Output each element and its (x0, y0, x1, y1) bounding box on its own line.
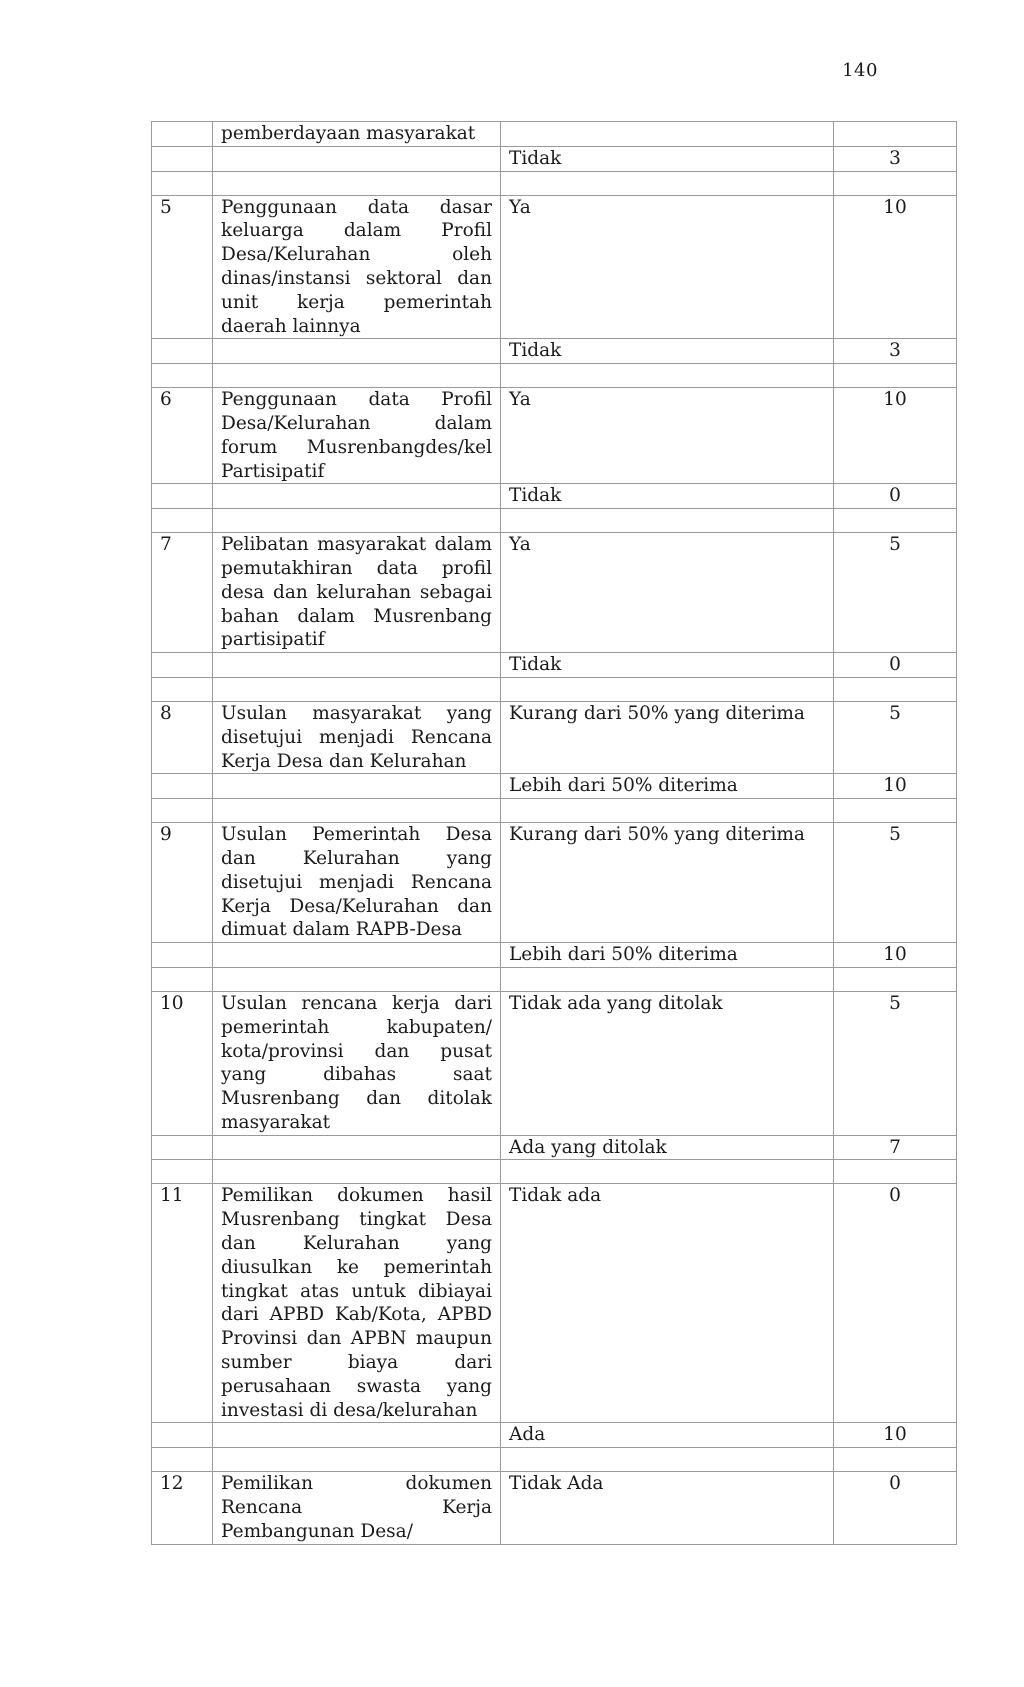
empty-cell (152, 799, 213, 823)
number-cell: 8 (152, 701, 213, 773)
score-cell: 5 (834, 533, 957, 653)
criterion-cell: Tidak ada (501, 1184, 834, 1423)
empty-cell (213, 774, 501, 799)
empty-cell (834, 1448, 957, 1472)
empty-cell (213, 339, 501, 364)
empty-cell (213, 1423, 501, 1448)
empty-cell (213, 1160, 501, 1184)
empty-cell (213, 364, 501, 388)
spacer-row (152, 967, 957, 991)
spacer-row (152, 171, 957, 195)
item-row (152, 388, 957, 484)
score-cell: 5 (834, 823, 957, 943)
indicator-cell: Usulan Pemerintah Desa dan Kelurahan yang disetujui menjadi Rencana Kerja Desa/Kelurahan dan dimuat dalam RAPB-Desa (213, 823, 501, 943)
score-cell: 10 (834, 774, 957, 799)
criterion-cell: Ya (501, 533, 834, 653)
number-cell: 9 (152, 823, 213, 943)
number-cell: 7 (152, 533, 213, 653)
empty-cell (501, 171, 834, 195)
indicator-cell: Penggunaan data dasar keluarga dalam Profil Desa/Kelurahan oleh dinas/instansi sektoral dan unit kerja pemerintah daerah lainnya (213, 195, 501, 339)
score-cell: 7 (834, 1135, 957, 1160)
option-row (152, 943, 957, 968)
empty-cell (213, 677, 501, 701)
item-row (152, 195, 957, 339)
empty-cell (152, 967, 213, 991)
empty-cell (152, 653, 213, 678)
score-cell: 0 (834, 1184, 957, 1423)
empty-cell (152, 509, 213, 533)
empty-cell (501, 122, 834, 147)
empty-cell (152, 774, 213, 799)
empty-cell (152, 171, 213, 195)
indicator-cell: Usulan masyarakat yang disetujui menjadi Rencana Kerja Desa dan Kelurahan (213, 701, 501, 773)
number-cell: 11 (152, 1184, 213, 1423)
criterion-cell: Lebih dari 50% diterima (501, 943, 834, 968)
empty-cell (152, 1160, 213, 1184)
table-body (152, 122, 957, 1545)
spacer-row (152, 799, 957, 823)
empty-cell (834, 509, 957, 533)
empty-cell (501, 677, 834, 701)
indicator-cell: Penggunaan data Profil Desa/Kelurahan dalam forum Musrenbangdes/kel Partisipatif (213, 388, 501, 484)
empty-cell (834, 967, 957, 991)
option-row (152, 1135, 957, 1160)
empty-cell (152, 122, 213, 147)
spacer-row (152, 509, 957, 533)
score-cell: 10 (834, 943, 957, 968)
spacer-row (152, 1160, 957, 1184)
option-row (152, 774, 957, 799)
criterion-cell: Ya (501, 195, 834, 339)
spacer-row (152, 364, 957, 388)
empty-cell (834, 799, 957, 823)
empty-cell (213, 1135, 501, 1160)
continuation-row (152, 122, 957, 147)
number-cell: 10 (152, 991, 213, 1135)
score-cell: 3 (834, 339, 957, 364)
item-row (152, 823, 957, 943)
empty-cell (152, 1135, 213, 1160)
score-cell: 10 (834, 388, 957, 484)
empty-cell (152, 943, 213, 968)
empty-cell (213, 1448, 501, 1472)
indicator-cell: Pelibatan masyarakat dalam pemutakhiran data profil desa dan kelurahan sebagai bahan dalam Musrenbang partisipatif (213, 533, 501, 653)
option-row (152, 1423, 957, 1448)
empty-cell (501, 967, 834, 991)
empty-cell (213, 653, 501, 678)
empty-cell (834, 677, 957, 701)
criterion-cell: Ada (501, 1423, 834, 1448)
empty-cell (152, 339, 213, 364)
page-number: 140 (842, 60, 878, 81)
empty-cell (501, 1448, 834, 1472)
indicator-cell: Pemilikan dokumen hasil Musrenbang tingkat Desa dan Kelurahan yang diusulkan ke pemerintah tingkat atas untuk dibiayai dari APBD Kab/Kota, APBD Provinsi dan APBN maupun sumber biaya dari perusahaan swasta yang investasi di desa/kelurahan (213, 1184, 501, 1423)
empty-cell (213, 146, 501, 171)
scoring-table (151, 121, 957, 1545)
empty-cell (152, 146, 213, 171)
score-cell: 0 (834, 653, 957, 678)
number-cell: 6 (152, 388, 213, 484)
empty-cell (501, 799, 834, 823)
empty-cell (834, 364, 957, 388)
empty-cell (834, 1160, 957, 1184)
score-cell: 5 (834, 991, 957, 1135)
criterion-cell: Tidak (501, 653, 834, 678)
score-cell: 10 (834, 1423, 957, 1448)
empty-cell (501, 364, 834, 388)
indicator-cell: Pemilikan dokumen Rencana Kerja Pembangunan Desa/ (213, 1472, 501, 1544)
item-row (152, 533, 957, 653)
empty-cell (501, 509, 834, 533)
criterion-cell: Tidak Ada (501, 1472, 834, 1544)
spacer-row (152, 1448, 957, 1472)
criterion-cell: Tidak ada yang ditolak (501, 991, 834, 1135)
number-cell: 12 (152, 1472, 213, 1544)
criterion-cell: Tidak (501, 484, 834, 509)
number-cell: 5 (152, 195, 213, 339)
empty-cell (213, 509, 501, 533)
empty-cell (152, 364, 213, 388)
score-cell: 0 (834, 484, 957, 509)
empty-cell (152, 1423, 213, 1448)
empty-cell (213, 171, 501, 195)
criterion-cell: Tidak (501, 339, 834, 364)
item-row (152, 1184, 957, 1423)
criterion-cell: Kurang dari 50% yang diterima (501, 701, 834, 773)
empty-cell (152, 677, 213, 701)
criterion-cell: Ada yang ditolak (501, 1135, 834, 1160)
option-row (152, 484, 957, 509)
empty-cell (213, 943, 501, 968)
empty-cell (501, 1160, 834, 1184)
score-cell: 3 (834, 146, 957, 171)
option-row (152, 146, 957, 171)
criterion-cell: Lebih dari 50% diterima (501, 774, 834, 799)
criterion-cell: Kurang dari 50% yang diterima (501, 823, 834, 943)
criterion-cell: Ya (501, 388, 834, 484)
item-row (152, 1472, 957, 1544)
empty-cell (834, 171, 957, 195)
empty-cell (213, 967, 501, 991)
criterion-cell: Tidak (501, 146, 834, 171)
item-row (152, 991, 957, 1135)
indicator-cell: Usulan rencana kerja dari pemerintah kabupaten/ kota/provinsi dan pusat yang dibahas saat Musrenbang dan ditolak masyarakat (213, 991, 501, 1135)
empty-cell (213, 799, 501, 823)
empty-cell (152, 1448, 213, 1472)
empty-cell (834, 122, 957, 147)
score-cell: 0 (834, 1472, 957, 1544)
item-row (152, 701, 957, 773)
empty-cell (152, 484, 213, 509)
option-row (152, 653, 957, 678)
score-cell: 10 (834, 195, 957, 339)
option-row (152, 339, 957, 364)
empty-cell (213, 484, 501, 509)
indicator-cell: pemberdayaan masyarakat (213, 122, 501, 147)
score-cell: 5 (834, 701, 957, 773)
spacer-row (152, 677, 957, 701)
